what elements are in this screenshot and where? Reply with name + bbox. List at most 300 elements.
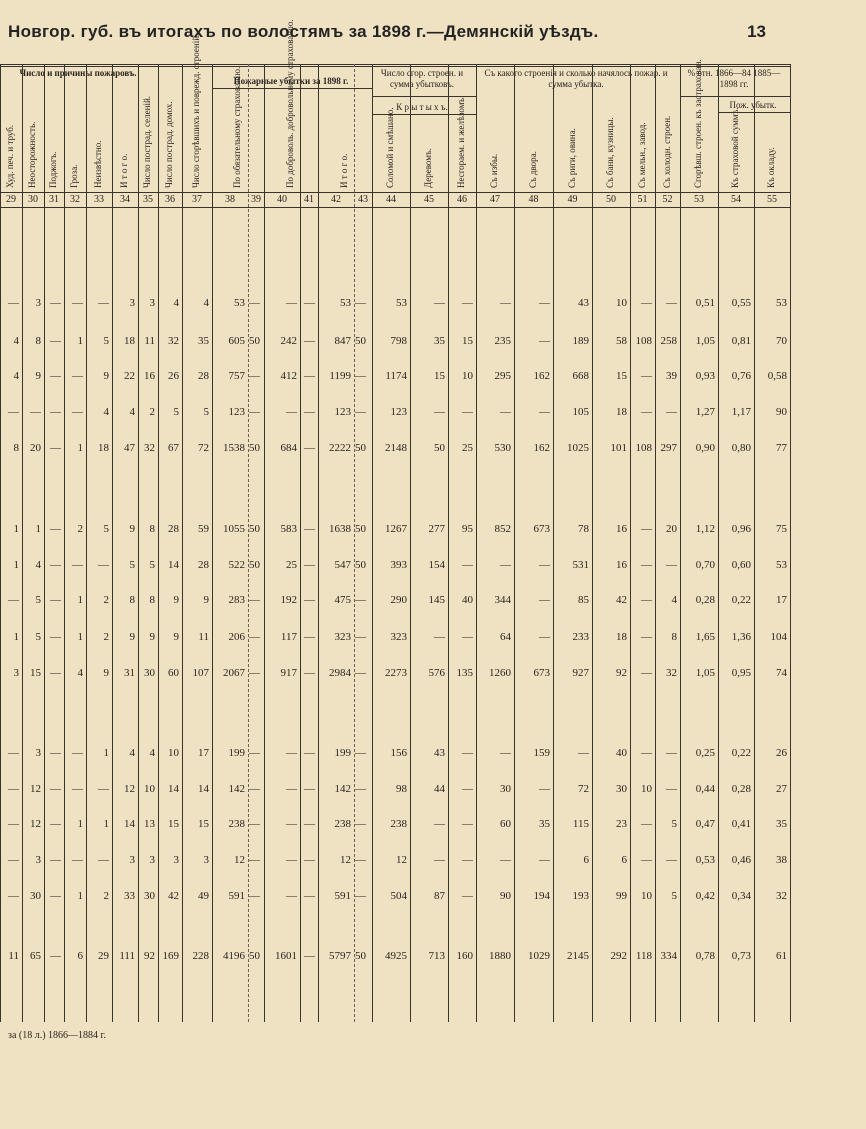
column-number: 31: [49, 194, 59, 205]
table-cell: —: [286, 783, 297, 795]
table-cell: —: [8, 854, 19, 866]
table-cell: 78: [578, 523, 589, 535]
table-cell: 713: [428, 950, 445, 962]
table-cell: —: [641, 631, 652, 643]
table-cell: 154: [428, 559, 445, 571]
table-cell: —: [72, 406, 83, 418]
column-number: 50: [606, 194, 616, 205]
column-rule: [655, 64, 656, 1022]
table-rule: [0, 66, 790, 67]
table-cell: —: [72, 854, 83, 866]
table-cell: —: [249, 747, 260, 759]
table-cell: —: [666, 559, 677, 571]
table-cell: —: [355, 783, 366, 795]
table-cell: 798: [390, 335, 407, 347]
table-cell: 10: [144, 783, 155, 795]
table-cell: —: [666, 783, 677, 795]
table-cell: 108: [635, 335, 652, 347]
table-cell: 12: [396, 854, 407, 866]
table-cell: 4196: [223, 950, 245, 962]
table-cell: 3: [35, 854, 41, 866]
table-cell: 15: [168, 818, 179, 830]
table-cell: —: [286, 406, 297, 418]
table-cell: —: [641, 406, 652, 418]
table-cell: —: [304, 950, 315, 962]
table-cell: 0,53: [695, 854, 715, 866]
table-cell: 4: [671, 594, 677, 606]
table-cell: 9: [173, 594, 179, 606]
table-cell: 4: [129, 406, 135, 418]
table-cell: 60: [500, 818, 511, 830]
table-cell: 9: [149, 631, 155, 643]
table-cell: —: [539, 854, 550, 866]
table-cell: 92: [144, 950, 155, 962]
column-rule: [86, 64, 87, 1022]
table-cell: 30: [144, 667, 155, 679]
table-cell: —: [355, 890, 366, 902]
table-cell: 117: [280, 631, 297, 643]
column-number: 43: [358, 194, 368, 205]
table-cell: 12: [30, 818, 41, 830]
table-cell: —: [8, 783, 19, 795]
table-cell: 42: [168, 890, 179, 902]
column-rule: [158, 64, 159, 1022]
group-pct-heading: % отн. 1866—84 1885—1898 гг.: [687, 68, 781, 89]
table-cell: —: [434, 854, 445, 866]
column-header: Неосторожность.: [27, 121, 37, 188]
group-origin-heading: Съ какого строенія и сколько начялось пожар. и сумма убытка.: [484, 68, 668, 89]
table-cell: 18: [616, 406, 627, 418]
table-cell: 0,28: [695, 594, 715, 606]
table-cell: 142: [228, 783, 245, 795]
table-cell: —: [434, 631, 445, 643]
table-cell: —: [539, 631, 550, 643]
column-rule: [354, 64, 355, 1022]
table-cell: —: [355, 854, 366, 866]
table-cell: 1,17: [731, 406, 751, 418]
table-cell: —: [641, 818, 652, 830]
table-cell: —: [50, 442, 61, 454]
table-cell: 8: [129, 594, 135, 606]
column-number: 33: [94, 194, 104, 205]
table-cell: —: [50, 297, 61, 309]
table-cell: 11: [8, 950, 19, 962]
table-cell: 17: [198, 747, 209, 759]
table-rule: [0, 192, 790, 193]
column-header: Къ окладу.: [766, 147, 776, 188]
column-number: 34: [120, 194, 130, 205]
column-number: 53: [694, 194, 704, 205]
table-cell: 95: [462, 523, 473, 535]
table-cell: 277: [428, 523, 445, 535]
table-cell: 199: [228, 747, 245, 759]
table-cell: 189: [572, 335, 589, 347]
column-number: 54: [731, 194, 741, 205]
table-cell: 53: [234, 297, 245, 309]
table-cell: 74: [776, 667, 787, 679]
table-cell: 5: [129, 559, 135, 571]
table-cell: 5: [149, 559, 155, 571]
table-cell: 0,34: [731, 890, 751, 902]
table-cell: 0,47: [695, 818, 715, 830]
table-cell: —: [539, 594, 550, 606]
table-cell: 10: [616, 297, 627, 309]
table-cell: 26: [168, 370, 179, 382]
column-number: 32: [70, 194, 80, 205]
group-burned-heading: Число сгор. строен. и сумма убытковъ.: [380, 68, 464, 89]
table-cell: —: [50, 523, 61, 535]
table-cell: —: [304, 783, 315, 795]
table-cell: 8: [149, 594, 155, 606]
table-cell: 50: [355, 950, 366, 962]
table-cell: 1: [35, 523, 41, 535]
table-cell: 1199: [329, 370, 351, 382]
table-cell: 0,80: [731, 442, 751, 454]
table-cell: 27: [776, 783, 787, 795]
table-cell: 77: [776, 442, 787, 454]
table-cell: 11: [198, 631, 209, 643]
table-cell: —: [8, 406, 19, 418]
table-cell: 0,46: [731, 854, 751, 866]
table-cell: 323: [334, 631, 351, 643]
column-rule: [64, 64, 65, 1022]
table-cell: —: [304, 370, 315, 382]
column-header: По доброволь. добровольному страхованію.: [285, 19, 295, 188]
table-cell: —: [286, 297, 297, 309]
table-cell: —: [500, 854, 511, 866]
table-cell: 53: [340, 297, 351, 309]
table-cell: 64: [500, 631, 511, 643]
table-cell: 1: [13, 559, 19, 571]
table-cell: 323: [390, 631, 407, 643]
table-cell: 9: [173, 631, 179, 643]
table-cell: 0,51: [695, 297, 715, 309]
table-cell: 105: [572, 406, 589, 418]
column-header: Съ холодн. строен.: [661, 115, 672, 188]
column-header: Съ риги, овина.: [566, 128, 577, 188]
table-cell: —: [641, 297, 652, 309]
table-cell: —: [50, 559, 61, 571]
column-header: И т о г о.: [339, 153, 349, 188]
table-cell: 4: [173, 297, 179, 309]
table-cell: 1: [77, 631, 83, 643]
table-cell: 10: [462, 370, 473, 382]
column-number: 37: [192, 194, 202, 205]
table-cell: 4: [13, 335, 19, 347]
table-cell: 194: [533, 890, 550, 902]
table-cell: 1601: [275, 950, 297, 962]
table-cell: —: [30, 406, 41, 418]
table-cell: —: [462, 747, 473, 759]
column-header: Съ бани, кузницы.: [605, 117, 615, 188]
column-header: Поджогъ.: [48, 151, 58, 188]
table-cell: —: [355, 594, 366, 606]
table-cell: 3: [129, 297, 135, 309]
table-cell: 61: [776, 950, 787, 962]
table-cell: 28: [168, 523, 179, 535]
column-number: 40: [277, 194, 287, 205]
table-cell: 0,22: [731, 747, 751, 759]
column-header: Сгорѣвш. строен. къ застрахован.: [693, 59, 703, 188]
group-losses-heading: Пожарные убытки за 1898 г.: [233, 76, 349, 86]
column-rule: [264, 64, 265, 1022]
table-rule: [0, 64, 790, 65]
table-cell: 192: [280, 594, 297, 606]
table-cell: 43: [578, 297, 589, 309]
table-cell: 15: [462, 335, 473, 347]
table-cell: 30: [500, 783, 511, 795]
column-number: 36: [165, 194, 175, 205]
table-cell: 0,25: [695, 747, 715, 759]
table-cell: 1260: [489, 667, 511, 679]
table-cell: —: [539, 406, 550, 418]
table-cell: —: [462, 890, 473, 902]
column-rule: [0, 64, 1, 1022]
table-cell: 393: [390, 559, 407, 571]
table-cell: 35: [434, 335, 445, 347]
table-cell: 25: [462, 442, 473, 454]
table-cell: 31: [124, 667, 135, 679]
table-cell: —: [434, 818, 445, 830]
table-cell: 344: [494, 594, 511, 606]
column-rule: [22, 64, 23, 1022]
table-cell: 9: [203, 594, 209, 606]
table-cell: 123: [228, 406, 245, 418]
table-cell: 0,58: [767, 370, 787, 382]
table-cell: —: [500, 297, 511, 309]
table-cell: 852: [494, 523, 511, 535]
table-cell: 673: [533, 667, 550, 679]
table-cell: 3: [13, 667, 19, 679]
table-cell: 0,76: [731, 370, 751, 382]
table-cell: 4925: [385, 950, 407, 962]
table-cell: 29: [98, 950, 109, 962]
table-cell: —: [641, 667, 652, 679]
table-cell: 4: [13, 370, 19, 382]
table-cell: 18: [616, 631, 627, 643]
table-cell: 30: [616, 783, 627, 795]
table-cell: —: [50, 594, 61, 606]
column-header: Несгораем. и желѣзомъ.: [456, 95, 466, 188]
table-cell: 60: [168, 667, 179, 679]
column-number: 51: [637, 194, 648, 205]
table-cell: 53: [396, 297, 407, 309]
table-cell: —: [355, 747, 366, 759]
table-cell: 50: [355, 523, 366, 535]
column-number: 30: [28, 194, 38, 205]
table-cell: 2273: [385, 667, 407, 679]
table-cell: 17: [776, 594, 787, 606]
table-cell: —: [286, 747, 297, 759]
table-cell: —: [50, 370, 61, 382]
table-cell: —: [500, 406, 511, 418]
table-cell: —: [98, 783, 109, 795]
table-cell: 14: [198, 783, 209, 795]
table-cell: 35: [539, 818, 550, 830]
table-cell: 14: [168, 559, 179, 571]
table-cell: 10: [641, 783, 652, 795]
table-cell: 1: [77, 594, 83, 606]
column-header: Деревомъ.: [423, 148, 433, 188]
column-rule: [138, 64, 139, 1022]
table-cell: 412: [280, 370, 297, 382]
table-cell: 39: [666, 370, 677, 382]
table-cell: 135: [456, 667, 473, 679]
table-cell: —: [304, 559, 315, 571]
table-cell: 199: [334, 747, 351, 759]
table-cell: 1055: [223, 523, 245, 535]
table-cell: 0,78: [695, 950, 715, 962]
column-header: Число пострад. селеній.: [142, 95, 152, 188]
table-cell: 3: [203, 854, 209, 866]
table-cell: 475: [334, 594, 351, 606]
table-cell: —: [539, 297, 550, 309]
table-cell: 16: [144, 370, 155, 382]
column-header: Неизвѣстно.: [93, 140, 103, 188]
table-cell: 504: [390, 890, 407, 902]
table-cell: —: [249, 370, 260, 382]
table-cell: 3: [129, 854, 135, 866]
table-cell: 9: [103, 667, 109, 679]
table-cell: —: [500, 559, 511, 571]
table-cell: 4: [129, 747, 135, 759]
table-cell: —: [98, 854, 109, 866]
table-cell: 13: [144, 818, 155, 830]
table-cell: 3: [149, 854, 155, 866]
table-cell: 35: [198, 335, 209, 347]
table-cell: —: [50, 818, 61, 830]
table-cell: 32: [168, 335, 179, 347]
table-cell: 159: [533, 747, 550, 759]
table-cell: 50: [249, 559, 260, 571]
table-cell: —: [500, 747, 511, 759]
table-cell: 9: [129, 523, 135, 535]
table-cell: 605: [228, 335, 245, 347]
table-cell: 1,05: [695, 335, 715, 347]
table-cell: 25: [286, 559, 297, 571]
column-rule: [754, 64, 755, 1022]
table-cell: 927: [572, 667, 589, 679]
table-cell: 591: [228, 890, 245, 902]
table-rule: [372, 96, 476, 97]
table-cell: 15: [30, 667, 41, 679]
table-rule: [212, 88, 372, 89]
table-cell: 4: [103, 406, 109, 418]
table-cell: 32: [776, 890, 787, 902]
column-rule: [300, 64, 301, 1022]
table-cell: —: [8, 890, 19, 902]
table-cell: —: [355, 370, 366, 382]
column-rule: [212, 64, 213, 1022]
table-cell: —: [50, 406, 61, 418]
table-cell: —: [641, 594, 652, 606]
table-cell: —: [249, 783, 260, 795]
table-cell: 5: [35, 631, 41, 643]
table-cell: 72: [578, 783, 589, 795]
table-cell: —: [666, 854, 677, 866]
table-cell: 522: [228, 559, 245, 571]
table-cell: 5: [671, 890, 677, 902]
table-cell: 32: [144, 442, 155, 454]
column-number: 38: [225, 194, 235, 205]
table-cell: 38: [776, 854, 787, 866]
table-cell: 85: [578, 594, 589, 606]
column-number: 55: [767, 194, 777, 205]
table-cell: 123: [390, 406, 407, 418]
table-cell: 193: [572, 890, 589, 902]
table-cell: 1638: [329, 523, 351, 535]
table-cell: —: [249, 406, 260, 418]
table-cell: 2984: [329, 667, 351, 679]
table-cell: 1538: [223, 442, 245, 454]
table-cell: —: [286, 818, 297, 830]
column-rule: [476, 64, 477, 1022]
table-cell: 72: [198, 442, 209, 454]
table-cell: —: [50, 854, 61, 866]
table-cell: 1025: [567, 442, 589, 454]
table-cell: 1,27: [695, 406, 715, 418]
table-cell: 12: [30, 783, 41, 795]
table-cell: 0,22: [731, 594, 751, 606]
table-cell: 50: [434, 442, 445, 454]
table-cell: 40: [462, 594, 473, 606]
column-rule: [248, 64, 249, 1022]
table-cell: 0,95: [731, 667, 751, 679]
table-cell: 1: [77, 890, 83, 902]
table-cell: —: [641, 854, 652, 866]
table-cell: 14: [124, 818, 135, 830]
table-cell: —: [8, 818, 19, 830]
column-rule: [182, 64, 183, 1022]
table-cell: —: [50, 890, 61, 902]
column-header: Число сгорѣвшихъ и поврежд. строеній.: [191, 33, 201, 188]
table-cell: 23: [616, 818, 627, 830]
table-cell: 104: [770, 631, 787, 643]
table-cell: 917: [280, 667, 297, 679]
table-cell: 11: [144, 335, 155, 347]
table-cell: —: [462, 854, 473, 866]
table-rule: [372, 114, 476, 115]
table-cell: 59: [198, 523, 209, 535]
table-cell: 156: [390, 747, 407, 759]
table-cell: 8: [149, 523, 155, 535]
table-cell: 2: [77, 523, 83, 535]
table-cell: 8: [671, 631, 677, 643]
table-cell: 22: [124, 370, 135, 382]
table-cell: —: [304, 442, 315, 454]
table-cell: —: [304, 747, 315, 759]
table-cell: —: [50, 950, 61, 962]
table-cell: 668: [572, 370, 589, 382]
table-cell: —: [462, 297, 473, 309]
table-cell: 2: [103, 631, 109, 643]
column-number: 39: [251, 194, 261, 205]
table-cell: 111: [119, 950, 135, 962]
page-title: Новгор. губ. въ итогахъ по волостямъ за 1898 г.—Демянскій уѣздъ.: [8, 22, 599, 41]
table-cell: —: [8, 594, 19, 606]
table-cell: 684: [280, 442, 297, 454]
table-cell: —: [304, 631, 315, 643]
table-cell: —: [462, 559, 473, 571]
table-cell: 8: [35, 335, 41, 347]
table-cell: —: [8, 747, 19, 759]
table-cell: 1,36: [731, 631, 751, 643]
column-rule: [372, 64, 373, 1022]
table-cell: 3: [35, 297, 41, 309]
table-cell: 20: [30, 442, 41, 454]
table-cell: 0,70: [695, 559, 715, 571]
table-cell: 12: [234, 854, 245, 866]
